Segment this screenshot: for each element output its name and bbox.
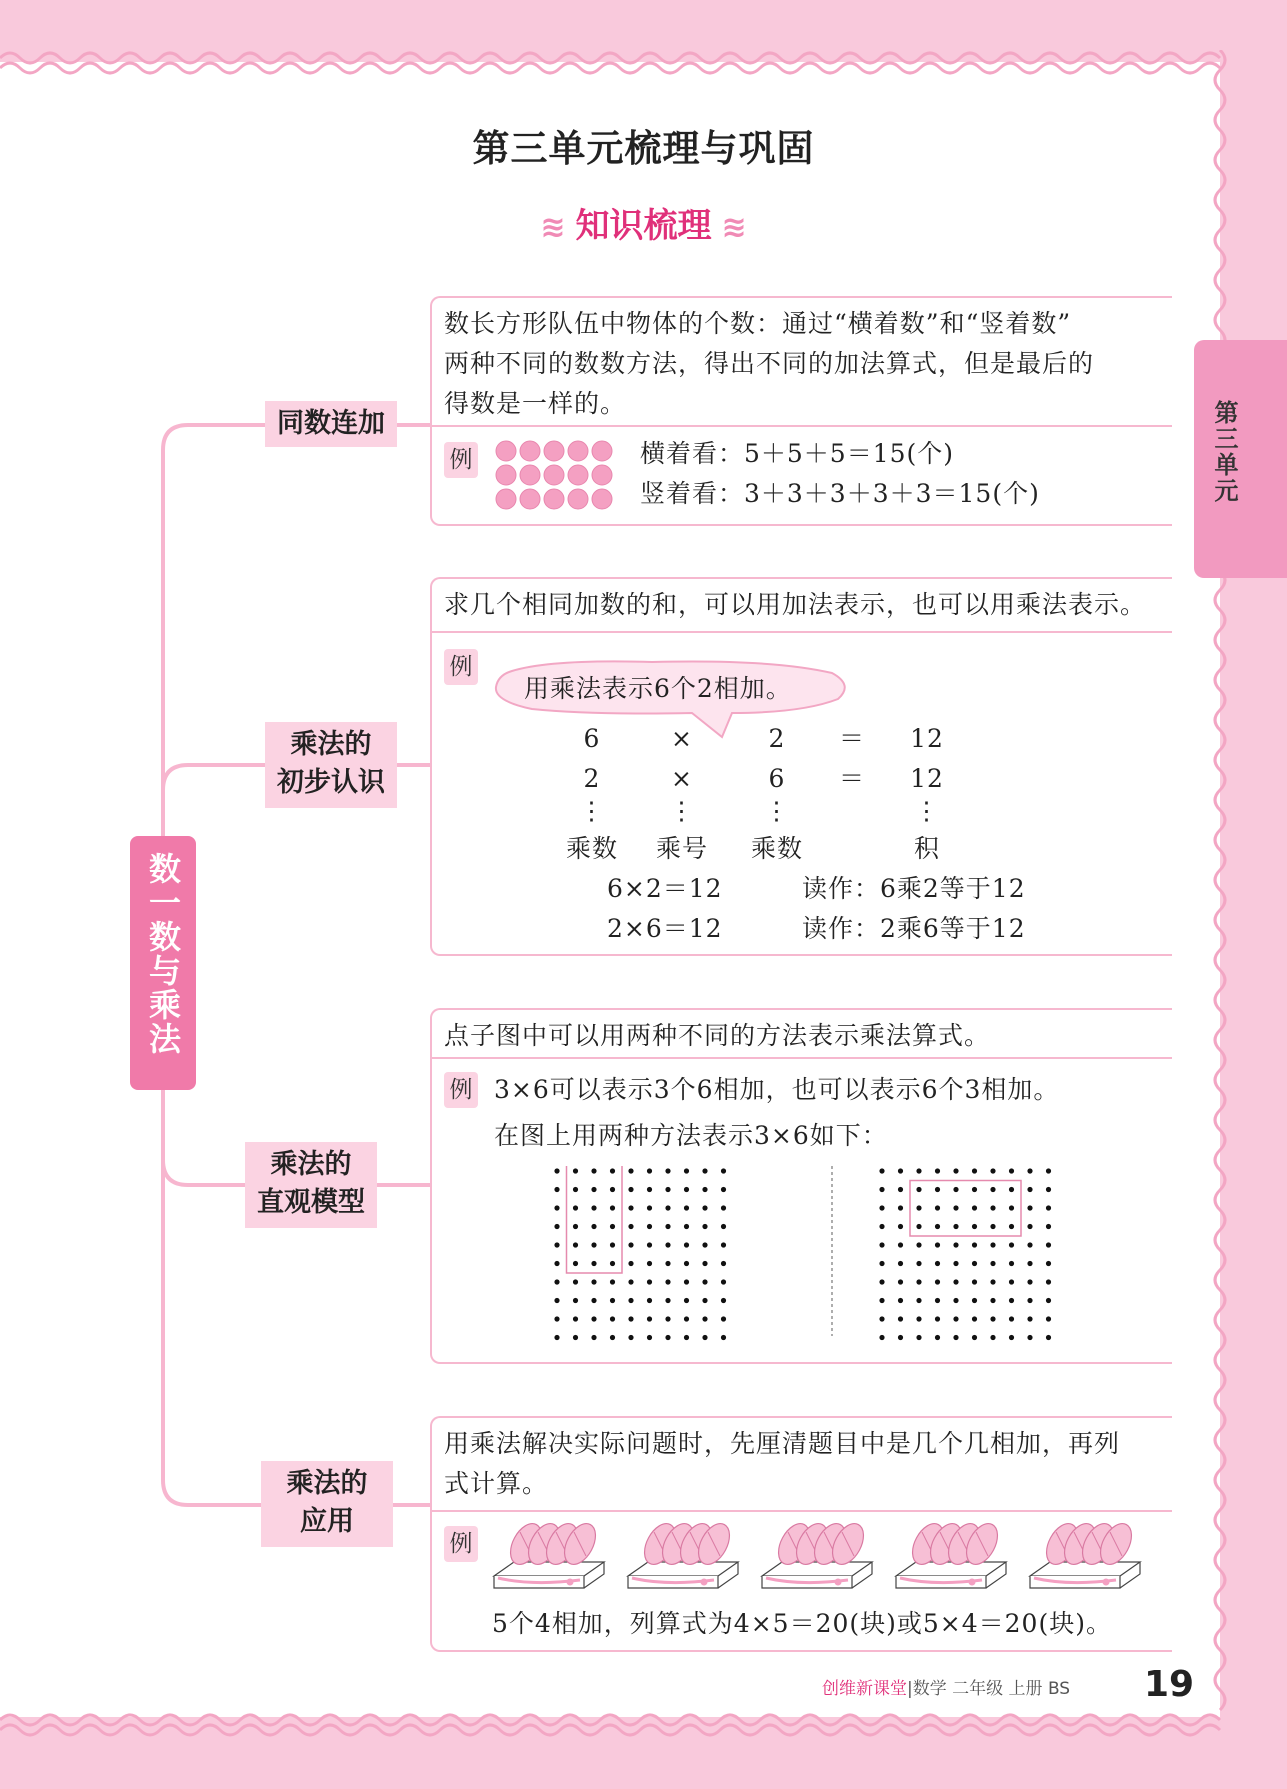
dot [647,1168,652,1173]
dot [610,1298,615,1303]
dot [1027,1224,1032,1229]
dot [702,1298,707,1303]
dot [898,1168,903,1173]
dot [972,1187,977,1192]
dot [721,1224,726,1229]
dot [953,1298,958,1303]
node-line: 乘法的 [286,1468,368,1499]
dot [1046,1261,1051,1266]
dot [647,1335,652,1340]
dot [898,1205,903,1210]
ball-icon [544,441,564,461]
node-line: 乘法的 [290,729,372,760]
highlight-frame [910,1181,1021,1237]
dot [972,1168,977,1173]
dot [898,1187,903,1192]
dot [879,1279,884,1284]
dot [647,1224,652,1229]
node-line: 同数连加 [277,408,385,439]
dot [610,1205,615,1210]
plate-icon [762,1518,872,1588]
dot [721,1261,726,1266]
dot [628,1168,633,1173]
dot [554,1298,559,1303]
ball-icon [592,441,612,461]
dot [916,1279,921,1284]
dot [916,1242,921,1247]
footer [822,1674,1070,1699]
dot [591,1316,596,1321]
ball-icon [592,465,612,485]
dot [935,1242,940,1247]
dot [1046,1187,1051,1192]
reading: 读作：6乘2等于12 [802,874,1026,903]
dot [591,1224,596,1229]
dot [1009,1298,1014,1303]
dot [990,1242,995,1247]
box-desc-line: 数长方形队伍中物体的个数：通过“横着数”和“竖着数” [444,309,1072,338]
wave-deco-icon: ≋ [721,210,747,245]
dot [665,1205,670,1210]
dot [953,1205,958,1210]
dot [702,1224,707,1229]
box-desc-line: 式计算。 [444,1469,549,1498]
footer-separator: | [907,1679,913,1699]
dot [702,1168,707,1173]
dot [610,1242,615,1247]
node-line: 应用 [300,1506,354,1537]
box-desc-line: 得数是一样的。 [444,389,627,418]
dot [591,1261,596,1266]
dot [916,1205,921,1210]
example-badge: 例 [444,1526,478,1562]
dot [990,1335,995,1340]
dot [935,1187,940,1192]
dot [1027,1261,1032,1266]
dot [573,1187,578,1192]
dot [684,1187,689,1192]
dot [591,1298,596,1303]
node-line: 初步认识 [277,767,385,798]
dot [573,1298,578,1303]
box-multiplication-intro [430,577,1172,956]
box-desc-line: 用乘法解决实际问题时，先厘清题目中是几个几相加，再列 [444,1429,1121,1458]
box-application [430,1416,1172,1652]
equation-term: × [671,724,693,753]
dot [990,1224,995,1229]
dot [1009,1187,1014,1192]
part-name-factor: 乘数 [750,834,803,863]
dot [573,1261,578,1266]
dot [1046,1316,1051,1321]
dot [721,1298,726,1303]
dot [684,1205,689,1210]
dot [721,1168,726,1173]
dot [647,1279,652,1284]
dot [972,1242,977,1247]
dot [1027,1298,1032,1303]
dot [554,1205,559,1210]
vertical-dots: ⋮ [669,796,695,825]
node-multiplication-intro [265,722,397,808]
dot [990,1261,995,1266]
plate-icon [1030,1518,1140,1588]
plate-icon [628,1518,738,1588]
dot [1027,1242,1032,1247]
dot [972,1261,977,1266]
dot [972,1335,977,1340]
dot [1027,1187,1032,1192]
reading: 读作：2乘6等于12 [802,914,1026,943]
example-badge: 例 [444,1072,478,1108]
expression: 2×6＝12 [607,914,723,943]
dot [554,1187,559,1192]
dot [898,1316,903,1321]
ball-icon [496,489,516,509]
dot [628,1279,633,1284]
dot-array-diagram [552,1166,1112,1341]
equation-term: 6 [768,764,786,793]
ball-array-image [494,438,624,518]
dot [702,1279,707,1284]
box-visual-model [430,1008,1172,1364]
dot [647,1261,652,1266]
dot [591,1242,596,1247]
dot [684,1242,689,1247]
dot [1027,1279,1032,1284]
dot [684,1298,689,1303]
dot [554,1335,559,1340]
box-desc-line: 求几个相同加数的和，可以用加法表示，也可以用乘法表示。 [444,590,1147,619]
dot [953,1242,958,1247]
dot [721,1279,726,1284]
dot [879,1205,884,1210]
dot [591,1168,596,1173]
dot [647,1205,652,1210]
dot [665,1242,670,1247]
dot [628,1224,633,1229]
equation-term: ＝ [838,724,865,753]
dot [935,1298,940,1303]
dot [916,1168,921,1173]
vertical-count-line: 竖着看：3＋3＋3＋3＋3＝15(个) [640,479,1040,508]
ball-icon [568,465,588,485]
dot [665,1168,670,1173]
ball-icon [520,465,540,485]
page-number: 19 [1144,1664,1195,1705]
plate-icon [896,1518,1006,1588]
dot [610,1224,615,1229]
dot [898,1242,903,1247]
box-same-addend [430,296,1172,526]
dot [591,1187,596,1192]
dot [879,1168,884,1173]
dot [721,1205,726,1210]
bubble-text: 用乘法表示6个2相加。 [524,674,792,703]
dot [879,1316,884,1321]
node-visual-model [245,1142,377,1228]
dot [702,1187,707,1192]
dot [647,1242,652,1247]
dot [554,1224,559,1229]
dot [935,1316,940,1321]
chapter-label-text: 数一数与乘法 [144,852,182,1056]
dot [990,1187,995,1192]
equation-term: 12 [910,764,944,793]
divider [432,631,1172,633]
node-application [261,1461,393,1547]
dot [573,1316,578,1321]
dot [1009,1335,1014,1340]
dot [1046,1242,1051,1247]
dot [1009,1279,1014,1284]
equation-term: 12 [910,724,944,753]
dot [879,1261,884,1266]
dot [573,1168,578,1173]
dot [1009,1242,1014,1247]
dot [990,1316,995,1321]
node-line: 直观模型 [257,1187,365,1218]
dot [591,1279,596,1284]
ball-icon [592,489,612,509]
dot [684,1168,689,1173]
dot [898,1279,903,1284]
dot [1046,1298,1051,1303]
dot [953,1224,958,1229]
footer-info: 数学 二年级 上册 BS [912,1679,1071,1699]
application-result: 5个4相加，列算式为4×5＝20(块)或5×4＝20(块)。 [492,1609,1112,1638]
footer-brand: 创维新课堂 [822,1679,907,1699]
dot [610,1316,615,1321]
dot [972,1279,977,1284]
dot [990,1279,995,1284]
dot [573,1205,578,1210]
dot [1009,1261,1014,1266]
vertical-dots: ⋮ [579,796,605,825]
example-text: 3×6可以表示3个6相加，也可以表示6个3相加。 [494,1075,1060,1104]
dot [647,1298,652,1303]
dot [935,1279,940,1284]
dot [916,1187,921,1192]
dot [665,1187,670,1192]
vertical-dots: ⋮ [914,796,940,825]
dot [702,1335,707,1340]
dot [1009,1205,1014,1210]
equation-term: ＝ [838,764,865,793]
dot [990,1298,995,1303]
dot [935,1168,940,1173]
dot [879,1242,884,1247]
dot [1027,1316,1032,1321]
dot [610,1279,615,1284]
dot [554,1316,559,1321]
dot [721,1242,726,1247]
dot [972,1205,977,1210]
highlight-frame [567,1166,623,1273]
dot [573,1224,578,1229]
dot [1046,1224,1051,1229]
dot [972,1316,977,1321]
dot [591,1205,596,1210]
dot [916,1335,921,1340]
dot [628,1261,633,1266]
part-name-factor: 乘数 [565,834,618,863]
divider [432,1510,1172,1512]
ball-icon [496,441,516,461]
equation-term: 6 [583,724,601,753]
dot [953,1335,958,1340]
dot [684,1224,689,1229]
dot [684,1279,689,1284]
dot [898,1335,903,1340]
dot [573,1242,578,1247]
dot [628,1187,633,1192]
dot [972,1298,977,1303]
dot [935,1261,940,1266]
dot [972,1224,977,1229]
page-title: 第三单元梳理与巩固 [472,127,815,170]
horizontal-count-line: 横着看：5＋5＋5＝15(个) [640,439,955,468]
dot [628,1205,633,1210]
dot [990,1168,995,1173]
dot [721,1335,726,1340]
dot [684,1261,689,1266]
dot [935,1205,940,1210]
dot [916,1316,921,1321]
dot [1046,1335,1051,1340]
dot [898,1261,903,1266]
dot [1009,1316,1014,1321]
dot [1009,1224,1014,1229]
ball-icon [568,441,588,461]
ball-icon [544,489,564,509]
dot [953,1316,958,1321]
dot [665,1316,670,1321]
dot [610,1187,615,1192]
dot [953,1168,958,1173]
example-badge: 例 [444,649,478,685]
dot [1027,1335,1032,1340]
wave-deco-icon: ≋ [540,210,566,245]
ball-icon [520,441,540,461]
vertical-dots: ⋮ [764,796,790,825]
dot [665,1261,670,1266]
plate-icon [494,1518,604,1588]
unit-side-tab-label: 第三单元 [1210,400,1238,504]
dot [898,1298,903,1303]
expression: 6×2＝12 [607,874,723,903]
dot [1009,1168,1014,1173]
ball-icon [544,465,564,485]
box-desc-line: 点子图中可以用两种不同的方法表示乘法算式。 [444,1021,991,1050]
dot [916,1298,921,1303]
dot [665,1279,670,1284]
dot [702,1242,707,1247]
example-text-2: 在图上用两种方法表示3×6如下： [494,1121,888,1150]
dot [721,1187,726,1192]
ball-icon [568,489,588,509]
dot [879,1187,884,1192]
dot [990,1205,995,1210]
dot [665,1298,670,1303]
dot [573,1335,578,1340]
dot [628,1316,633,1321]
dot [879,1224,884,1229]
dot [684,1335,689,1340]
dot [610,1335,615,1340]
dot [610,1168,615,1173]
dot [898,1224,903,1229]
ball-icon [520,489,540,509]
dot [647,1316,652,1321]
dot [879,1335,884,1340]
dot [1046,1205,1051,1210]
dot [610,1261,615,1266]
dot [916,1261,921,1266]
dot [628,1242,633,1247]
equation-term: 2 [768,724,786,753]
dot [1027,1168,1032,1173]
dot [665,1224,670,1229]
dot [1046,1279,1051,1284]
divider [432,425,1172,427]
dot [935,1224,940,1229]
dot [702,1205,707,1210]
example-badge: 例 [444,442,478,478]
dot [879,1298,884,1303]
dot [591,1335,596,1340]
dot [684,1316,689,1321]
dot [554,1242,559,1247]
dot [916,1224,921,1229]
dot [628,1298,633,1303]
dot [721,1316,726,1321]
ball-icon [496,465,516,485]
dot [935,1335,940,1340]
dot [702,1316,707,1321]
dot [554,1168,559,1173]
part-name-product: 积 [913,834,940,863]
dot [665,1335,670,1340]
node-same-addend [265,401,397,447]
dot [554,1279,559,1284]
dot [554,1261,559,1266]
dot [1027,1205,1032,1210]
dot [702,1261,707,1266]
equation-term: × [671,764,693,793]
dot [953,1261,958,1266]
dot [953,1187,958,1192]
food-plates-image [492,1514,1172,1604]
equation-term: 2 [583,764,601,793]
dot [647,1187,652,1192]
divider [432,1057,1172,1059]
chapter-label [130,836,196,1090]
section-title-text: 知识梳理 [575,206,712,246]
part-name-sign: 乘号 [655,834,708,863]
node-line: 乘法的 [270,1149,352,1180]
dot [573,1279,578,1284]
box-desc-line: 两种不同的数数方法，得出不同的加法算式，但是最后的 [444,349,1095,378]
dot [628,1335,633,1340]
dot [1046,1168,1051,1173]
dot [953,1279,958,1284]
